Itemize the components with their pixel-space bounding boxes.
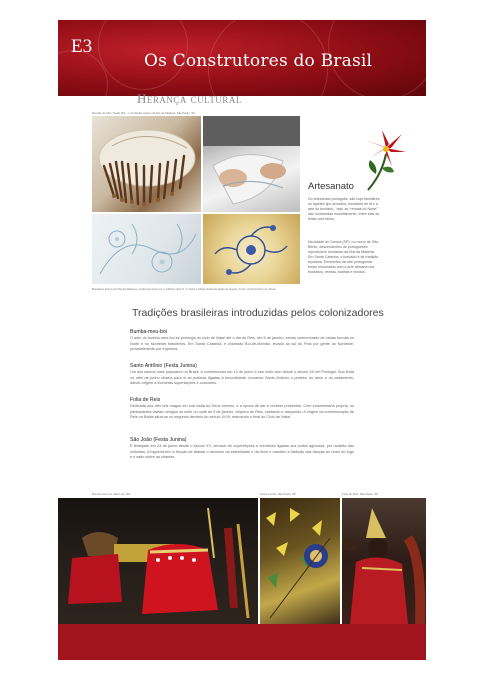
collage-caption-bottom: Bordados típicos da Ilha da Madeira, confeccionados por V. Maria Luíza O. F. Faria e Maria da Encarnação de Aguiar. Fotos: Carla Fischer de Abreu bbox=[92, 287, 276, 291]
bumba-meu-boi-illustration bbox=[58, 498, 258, 624]
red-flower-icon bbox=[362, 124, 410, 194]
festa-junina-photo bbox=[260, 498, 340, 624]
bottom-photo-caption: Folia de Reis. São Paulo, SP bbox=[342, 492, 379, 496]
white-embroidery-illustration bbox=[92, 214, 201, 284]
embroidery-hands-photo bbox=[203, 116, 300, 212]
folia-de-reis-illustration bbox=[342, 498, 426, 624]
tradition-heading: Santo Antônio (Festa Junina) bbox=[130, 363, 197, 369]
tradicoes-title: Tradições brasileiras introduzidas pelos colonizadores bbox=[132, 307, 384, 319]
section-title: Herança cultural bbox=[137, 91, 242, 106]
bumba-meu-boi-photo bbox=[58, 498, 258, 624]
tradition-text: Um dos santos mais populares no Brasil, é comemorado em 13 de junho e seu culto vem desde o século XII em Portugal. Sua festa no mês de junho chama para si as práticas ligadas à fecundidade, tornando Santo Antônio o protetor do amor e do casamento, dando origem a inúmeras superstições e costumes. bbox=[130, 370, 354, 385]
header-banner bbox=[58, 20, 426, 96]
artesanato-title: Artesanato bbox=[308, 181, 354, 192]
collage-caption-top: Rendas de bilro, Natal, RN – e bordados típicos da Ilha da Madeira. São Paulo, SP bbox=[92, 111, 195, 115]
tradition-heading: São João (Festa Junina) bbox=[130, 437, 187, 443]
white-embroidery-photo bbox=[92, 214, 201, 284]
artesanato-paragraph: Na cidade de Santos (SP), no morro de São Bento, descendentes de portugueses reproduzem bordados da Ilha da Madeira. Em Santa Catarina, o bordado é de tradição açoriana. Elementos da arte portuguesa foram misturados com a arte africana nos bordados, rendas, toalhas e tecidos. bbox=[308, 240, 379, 274]
bottom-photo-caption: Festa Junina. São Paulo, SP bbox=[260, 492, 296, 496]
lace-bobbins-illustration bbox=[92, 116, 201, 212]
footer-bar bbox=[58, 624, 426, 660]
bottom-photo-caption: Bumba-meu-boi. São Luís, MA bbox=[92, 492, 131, 496]
tradition-text: Dedicada aos três reis magos em sua visita ao Deus menino, é a época de dar e receber presentes. Com indumentária própria, os participantes visitam amigos na noite ou noite de 5 de janeiro, véspera de Reis, cantando e dançando. A origem da comemoração de Reis na Bahia situa-se no segundo decênio do século XVIII, marcando o final do Ciclo de Natal. bbox=[130, 404, 354, 419]
folia-de-reis-photo bbox=[342, 498, 426, 624]
madeira-embroidery-photo bbox=[203, 214, 300, 284]
tradition-text: O auto do bumba-meu-boi se prolonga do ciclo de Natal até o dia de Reis, em 6 de janeiro, sendo comemorado de várias formas no Norte e no Nordeste brasileiros. Em Santa Catarina, é chamado Boi-de-Mamão, levado ao sul do País por gente do Nordeste, provavelmente por tropeiros. bbox=[130, 336, 354, 351]
page-title: Os Construtores do Brasil bbox=[144, 51, 373, 71]
tradition-text: É festejado em 24 de junho desde o século XV, cercado de superstições e crendices ligadas aos cultos agrícolas, por ocasião das colheitas. A fogueira tem a função de afastar o demônio da esterilidade e da fome e mantém a tradição das danças ao redor do fogo e o salto sobre as chamas. bbox=[130, 444, 354, 459]
tradition-heading: Bumba-meu-boi bbox=[130, 329, 167, 335]
tradition-heading: Folia de Reis bbox=[130, 397, 161, 403]
festa-junina-illustration bbox=[260, 498, 340, 624]
chapter-code: E3 bbox=[71, 36, 93, 57]
madeira-embroidery-illustration bbox=[203, 214, 300, 284]
lace-bobbins-photo bbox=[92, 116, 201, 212]
embroidery-hands-illustration bbox=[203, 116, 300, 212]
artesanato-paragraph: Do artesanato português, são hoje familiares os tapetes tipo arraiolos, bordados de lã e a arte do bordado, “rapi, as “rendas do Norte” são conhecidas mundialmente, entre elas as feitas com bilros. bbox=[308, 197, 380, 221]
photo-collage bbox=[92, 116, 300, 284]
